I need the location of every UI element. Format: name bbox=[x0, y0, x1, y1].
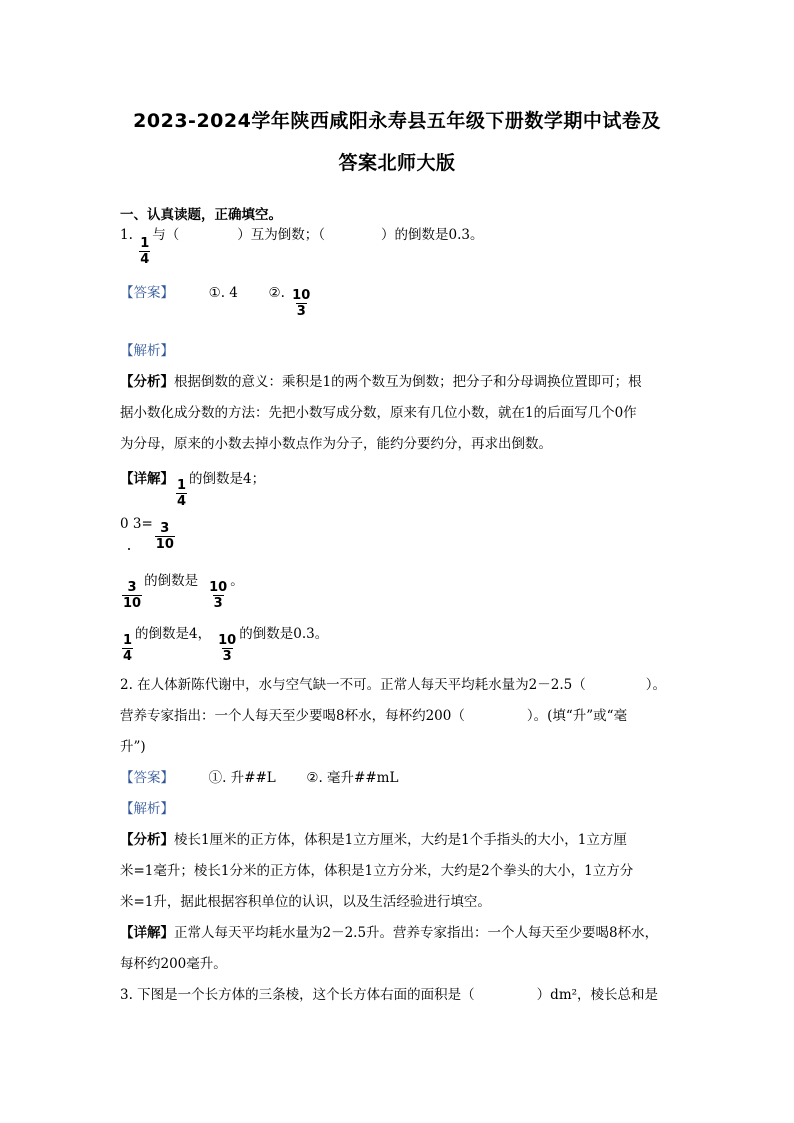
answer-value: ①. 4 bbox=[208, 285, 238, 301]
answer-value: ②. 毫升##mL bbox=[306, 770, 399, 786]
answer-tag: 【答案】 bbox=[120, 770, 174, 786]
fraction-one-quarter bbox=[176, 478, 187, 509]
fraction-ten-thirds bbox=[208, 580, 228, 611]
detail-text: 正常人每天平均耗水量为2－2.5升。营养专家指出：一个人每天至少要喝8杯水， bbox=[174, 925, 659, 941]
fraction-numerator: 10 bbox=[209, 580, 228, 595]
fraction-numerator: 1 bbox=[177, 478, 187, 493]
answer-value: ②. bbox=[268, 285, 285, 301]
fraction-one-quarter bbox=[122, 633, 133, 664]
question-1 bbox=[120, 226, 483, 267]
fraction-denominator: 3 bbox=[296, 304, 306, 319]
fraction-denominator: 4 bbox=[140, 252, 150, 267]
fraction-denominator: 10 bbox=[123, 596, 142, 611]
fraction-denominator: 4 bbox=[123, 649, 133, 664]
fraction-denominator: 3 bbox=[222, 649, 232, 664]
fraction-ten-thirds bbox=[217, 633, 237, 664]
fenxi-text: 棱长1厘米的正方体，体积是1立方厘米，大约是1个手指头的大小，1立方厘 bbox=[174, 832, 627, 848]
detail-line-4 bbox=[120, 625, 328, 664]
detail-text: 的倒数是0.3。 bbox=[239, 626, 329, 642]
fraction-denominator: 4 bbox=[177, 494, 187, 509]
detail-text: 。 bbox=[230, 573, 244, 589]
xiangjie-tag: 【详解】 bbox=[120, 471, 174, 487]
question-text: 与（ bbox=[152, 227, 180, 243]
fraction-three-tenths bbox=[122, 580, 142, 611]
fraction-numerator: 10 bbox=[218, 633, 237, 648]
question-text: 2. 在人体新陈代谢中，水与空气缺一不可。正常人每天平均耗水量为2－2.5（ bbox=[120, 677, 586, 693]
question-text: 3. 下图是一个长方体的三条棱，这个长方体右面的面积是（ bbox=[120, 987, 475, 1003]
question-2-line-1 bbox=[120, 676, 666, 694]
analysis-paragraph bbox=[120, 831, 627, 849]
analysis-tag: 【解析】 bbox=[120, 343, 174, 359]
answer-fraction bbox=[291, 288, 311, 319]
document-title-line1: 2023-2024学年陕西咸阳永寿县五年级下册数学期中试卷及 bbox=[133, 110, 661, 132]
fenxi-tag: 【分析】 bbox=[120, 374, 174, 390]
analysis-line: 据小数化成分数的方法：先把小数写成分数，原来有几位小数，就在1的后面写几个0作 bbox=[120, 405, 637, 421]
fraction-one-quarter bbox=[139, 236, 150, 267]
analysis-line: 米=1升，据此根据容积单位的认识，以及生活经验进行填空。 bbox=[120, 894, 491, 910]
fraction-denominator: 3 bbox=[213, 596, 223, 611]
detail-line-1 bbox=[120, 470, 265, 509]
question-text: 营养专家指出：一个人每天至少要喝8杯水，每杯约200（ bbox=[120, 708, 465, 724]
fenxi-tag: 【分析】 bbox=[120, 832, 174, 848]
question-text: ）。(填“升”或“毫 bbox=[526, 708, 628, 724]
fenxi-text: 根据倒数的意义：乘积是1的两个数互为倒数；把分子和分母调换位置即可；根 bbox=[174, 374, 642, 390]
analysis-line: 为分母，原来的小数去掉小数点作为分子，能约分要约分，再求出倒数。 bbox=[120, 436, 552, 452]
detail-line: 每杯约200毫升。 bbox=[120, 956, 227, 972]
fraction-numerator: 3 bbox=[160, 521, 170, 536]
detail-text: 的倒数是4； bbox=[189, 471, 266, 487]
section-heading: 一、认真读题，正确填空。 bbox=[120, 207, 282, 223]
detail-text: 0 3= bbox=[120, 516, 153, 532]
fraction-numerator: 10 bbox=[292, 288, 311, 303]
answer-row bbox=[120, 769, 398, 787]
analysis-tag: 【解析】 bbox=[120, 801, 174, 817]
fraction-numerator: 1 bbox=[123, 633, 133, 648]
xiangjie-tag: 【详解】 bbox=[120, 925, 174, 941]
fraction-three-tenths bbox=[155, 521, 175, 552]
document-title-line2: 答案北师大版 bbox=[338, 152, 456, 174]
question-3-line-1 bbox=[120, 986, 658, 1004]
analysis-paragraph bbox=[120, 373, 642, 391]
fraction-numerator: 1 bbox=[140, 236, 150, 251]
answer-value: ①. 升##L bbox=[208, 770, 276, 786]
question-text: ）互为倒数；（ bbox=[237, 227, 325, 243]
fraction-denominator: 10 bbox=[155, 537, 174, 552]
question-number: 1. bbox=[120, 227, 133, 243]
detail-paragraph bbox=[120, 924, 658, 942]
question-text: ）dm²，棱长总和是 bbox=[536, 987, 659, 1003]
repeating-decimal-dot bbox=[128, 548, 130, 550]
question-text: ）。 bbox=[645, 677, 666, 693]
fraction-numerator: 3 bbox=[127, 580, 137, 595]
question-text: ）的倒数是0.3。 bbox=[380, 227, 484, 243]
answer-row bbox=[120, 284, 313, 319]
detail-line-2 bbox=[120, 515, 177, 552]
question-2-line-3: 升”) bbox=[120, 739, 146, 755]
analysis-line: 米=1毫升；棱长1分米的正方体，体积是1立方分米，大约是2个拳头的大小，1立方分 bbox=[120, 863, 634, 879]
question-2-line-2 bbox=[120, 707, 627, 725]
answer-tag: 【答案】 bbox=[120, 285, 174, 301]
detail-line-3 bbox=[120, 572, 244, 611]
detail-text: 的倒数是 bbox=[144, 573, 199, 589]
detail-text: 的倒数是4， bbox=[135, 626, 212, 642]
